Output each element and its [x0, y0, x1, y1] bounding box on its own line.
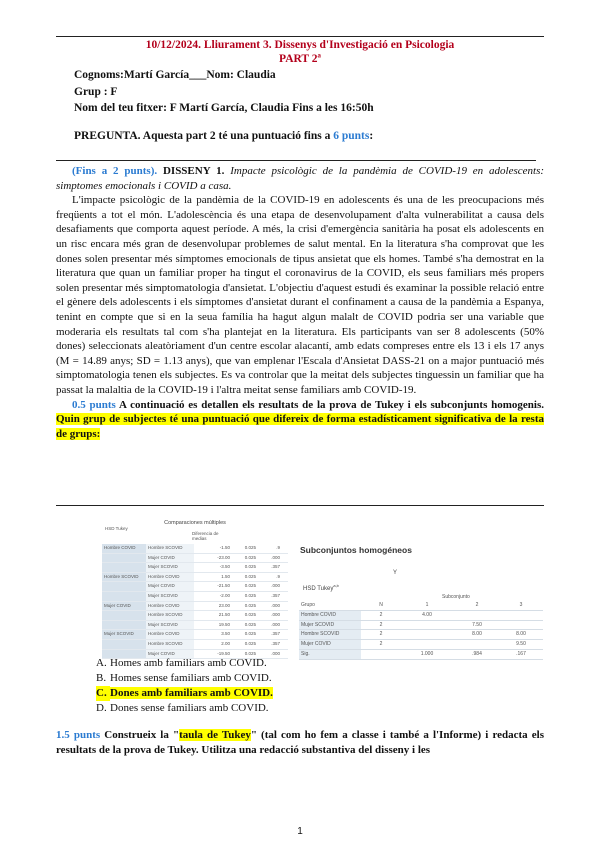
mc-cell-se: 0.025	[232, 582, 258, 591]
design-section	[56, 164, 544, 441]
mc-cell-comparison: Mujer SCOVID	[146, 563, 194, 572]
student-group: Grup : F	[74, 86, 118, 98]
option-text: Dones sense familiars amb COVID.	[110, 702, 269, 714]
option-letter: C.	[96, 686, 110, 701]
design-body: L'impacte psicològic de la pandèmia de la COVID-19 en adolescents és una de les preocupacions més freqüents a tot el món. L'adolescència és una etapa de desenvolupament d'alta vulnerabilitat a causa dels desafiaments que comporta aquest període. A més, la crisi d'emergència sanitària ha posat els adolescents en un risc encara més gran de desenvolupar problemes de salut mental. En la literatura s'ha comprovat que les dones solen presentar més símptomes emocionals de tipus ansietat que els homes. També s'ha demostrat en la literatura que quan un familiar proper ha tingut el coronavirus de la COVID, els seus familiars més propers solen presentar més simptomatologia d'ansietat. L'objectiu d'aquest estudi és examinar la possible relació entre el gènere dels adolescents i els símptomes d'ansietat durant el confinament a causa de la pandèmia a Espanya, tenint en compte que si en la seua família ha hagut algun malalt de COVID podria ser una variable que moderaria els resultats tal com s'ha plantejat en la literatura. Els participants van ser 8 adolescents (50% dones) seleccionats aleatòriament d'un centre escolar alacantí, amb edats compreses entre els 13 i els 17 anys (M = 14.89 anys; SD = 1.13 anys), que van emplenar l'Escala d'Ansietat DASS-21 on a major puntuació més simptomatologia tenen els subjectes. Es va controlar que la meitat dels subjectes tinguessin un familiar que ha passat la malaltia de la COVID-19 i l'altra meitat sense familiars amb COVID-19.	[56, 194, 544, 396]
homogeneous-subsets-image	[297, 543, 543, 657]
hs-cell-group: Mujer COVID	[299, 640, 361, 649]
answer-option-b	[96, 671, 273, 686]
top-rule	[56, 36, 544, 37]
hs-row	[299, 630, 543, 640]
question-text: PREGUNTA. Aquesta part 2 té una puntuació fins a	[74, 130, 334, 142]
mc-cell-sig: .000	[258, 602, 282, 611]
mc-cell-diff: 23.00	[194, 602, 232, 611]
hs-cell-s1	[401, 621, 453, 630]
hs-row	[299, 611, 543, 621]
hs-cell-n: 2	[361, 640, 401, 649]
hs-title: Subconjuntos homogéneos	[300, 545, 412, 555]
hs-subset-label: Subconjunto	[442, 594, 470, 600]
design-heading	[56, 164, 544, 193]
mc-cell-group	[102, 582, 146, 591]
hs-row	[299, 650, 543, 660]
mc-cell-comparison: Hombre COVID	[146, 573, 194, 582]
mc-cell-diff: -3.50	[194, 563, 232, 572]
mc-cell-comparison: Hombre SCOVID	[146, 544, 194, 553]
mc-cell-group	[102, 640, 146, 649]
mc-title: Comparaciones múltiples	[164, 520, 226, 526]
mc-cell-sig: .357	[258, 563, 282, 572]
q15-text-start: Construeix la "	[100, 729, 180, 741]
q05-points: 0.5 punts	[72, 398, 116, 411]
mc-cell-sig: .000	[258, 582, 282, 591]
mc-cell-se: 0.025	[232, 621, 258, 630]
mc-cell-se: 0.025	[232, 563, 258, 572]
mc-cell-comparison: Hombre SCOVID	[146, 611, 194, 620]
mc-cell-group	[102, 621, 146, 630]
mc-cell-sig: .357	[258, 630, 282, 639]
option-text: Dones amb familiars amb COVID.	[110, 687, 273, 699]
option-text: Homes sense familiars amb COVID.	[110, 672, 272, 684]
mc-cell-se: 0.025	[232, 640, 258, 649]
hs-cell-s3: .167	[501, 650, 541, 659]
mc-cell-sig: .000	[258, 621, 282, 630]
mc-cell-sig: .357	[258, 640, 282, 649]
answer-options	[96, 656, 273, 716]
question-suffix: :	[369, 130, 374, 142]
mc-cell-comparison: Mujer SCOVID	[146, 621, 194, 630]
hs-cell-s3: 3	[501, 601, 541, 610]
hs-cell-s2	[453, 611, 501, 620]
q15-text	[56, 728, 544, 757]
hs-header-row	[299, 601, 543, 611]
mc-cell-group: Mujer SCOVID	[102, 630, 146, 639]
hs-variable: Y	[393, 570, 398, 576]
mc-row	[102, 592, 288, 602]
document-subtitle: PART 2ª	[279, 53, 321, 65]
mc-cell-comparison: Mujer SCOVID	[146, 592, 194, 601]
design-points: (Fins a 2 punts).	[72, 165, 158, 177]
mc-cell-se: 0.025	[232, 630, 258, 639]
mc-row	[102, 563, 288, 573]
hs-method-label: HSD Tukey	[303, 586, 334, 592]
mc-cell-sig: .9	[258, 544, 282, 553]
document-title: 10/12/2024. Lliurament 3. Dissenys d'Investigació en Psicologia	[145, 39, 455, 51]
question-heading	[74, 130, 373, 142]
mc-cell-se: 0.025	[232, 611, 258, 620]
hs-cell-group: Grupo	[299, 601, 361, 610]
hs-cell-s1: 1	[401, 601, 453, 610]
mc-cell-se: 0.025	[232, 544, 258, 553]
option-letter: A.	[96, 657, 107, 669]
mc-cell-diff: 21.50	[194, 611, 232, 620]
mc-row	[102, 554, 288, 564]
hs-cell-group: Mujer SCOVID	[299, 621, 361, 630]
mc-cell-group: Hombre COVID	[102, 544, 146, 553]
hs-cell-s2: .984	[453, 650, 501, 659]
mc-cell-comparison: Mujer COVID	[146, 650, 194, 659]
hs-cell-s1: 1.000	[401, 650, 453, 659]
mc-cell-diff: -19.50	[194, 650, 232, 659]
mc-cell-comparison: Hombre COVID	[146, 602, 194, 611]
q15-text-end: " (tal com ho fem a classe i també a l'Informe) i redacta els resultats de la prova de Tukey. Utilitza una redacció substantiva del disseny i les	[56, 729, 544, 756]
mc-cell-diff: 19.50	[194, 621, 232, 630]
mc-cell-se: 0.025	[232, 650, 258, 659]
q15-highlighted: taula de Tukey	[179, 729, 251, 741]
hs-cell-s1: 4.00	[401, 611, 453, 620]
mc-row	[102, 611, 288, 621]
section-rule	[56, 160, 536, 161]
design-label: DISSENY 1.	[162, 165, 225, 177]
hs-cell-group: Hombre COVID	[299, 611, 361, 620]
mc-cell-comparison: Mujer COVID	[146, 582, 194, 591]
hs-cell-s2: 2	[453, 601, 501, 610]
mc-cell-sig: .000	[258, 611, 282, 620]
hs-row	[299, 621, 543, 631]
hs-cell-n	[361, 650, 401, 659]
mc-cell-diff: 2.00	[194, 640, 232, 649]
hs-cell-n: 2	[361, 611, 401, 620]
mc-cell-comparison: Hombre SCOVID	[146, 640, 194, 649]
q05-highlighted-question: Quin grup de subjectes té una puntuació que difereix de forma estadísticament significativa de la resta de grups:	[56, 413, 544, 440]
mc-table	[102, 544, 288, 659]
q15-points: 1.5 punts	[56, 729, 101, 741]
mc-row	[102, 573, 288, 583]
multiple-comparisons-image	[102, 518, 288, 656]
answer-option-c	[96, 686, 273, 701]
hs-method	[303, 583, 339, 592]
option-letter: D.	[96, 702, 107, 714]
mc-row	[102, 602, 288, 612]
hs-row	[299, 640, 543, 650]
hs-method-sup: a,b	[333, 583, 339, 588]
mc-cell-se: 0.025	[232, 554, 258, 563]
hs-cell-s3: 8.00	[501, 630, 541, 639]
mc-col-header: Diferencia de medias	[192, 531, 219, 541]
mc-cell-se: 0.025	[232, 592, 258, 601]
mc-cell-comparison: Hombre COVID	[146, 630, 194, 639]
mc-cell-sig: .000	[258, 650, 282, 659]
hs-cell-s2	[453, 640, 501, 649]
mc-subtitle: HSD Tukey	[105, 526, 128, 531]
question-points: 6 punts	[333, 130, 370, 142]
mc-cell-diff: -1.50	[194, 544, 232, 553]
mc-row	[102, 621, 288, 631]
mc-cell-diff: -2.00	[194, 592, 232, 601]
option-text: Homes amb familiars amb COVID.	[110, 657, 267, 669]
mc-cell-comparison: Mujer COVID	[146, 554, 194, 563]
mc-cell-group	[102, 554, 146, 563]
hs-cell-group: Hombre SCOVID	[299, 630, 361, 639]
hs-cell-s1	[401, 640, 453, 649]
option-letter: B.	[96, 672, 107, 684]
hs-cell-s3	[501, 611, 541, 620]
mc-cell-group: Hombre SCOVID	[102, 573, 146, 582]
mc-cell-group	[102, 563, 146, 572]
answer-option-a	[96, 656, 273, 671]
q05-block	[56, 398, 544, 442]
mc-cell-diff: 3.50	[194, 630, 232, 639]
hs-cell-s3	[501, 621, 541, 630]
mc-cell-diff: -23.00	[194, 554, 232, 563]
mc-row	[102, 582, 288, 592]
hs-cell-s1	[401, 630, 453, 639]
mc-cell-group	[102, 592, 146, 601]
mc-cell-diff: -21.50	[194, 582, 232, 591]
q15-block	[56, 728, 544, 757]
hs-cell-s2: 7.50	[453, 621, 501, 630]
mc-cell-sig: .357	[258, 592, 282, 601]
answer-option-d	[96, 701, 273, 716]
hs-cell-n: 2	[361, 630, 401, 639]
student-file: Nom del teu fitxer: F Martí García, Claudia Fins a les 16:50h	[74, 102, 374, 114]
student-name: Cognoms:Martí García___Nom: Claudia	[74, 69, 276, 81]
hs-table	[299, 601, 543, 660]
mc-cell-se: 0.025	[232, 602, 258, 611]
figure-rule	[56, 505, 544, 506]
hs-cell-n: 2	[361, 621, 401, 630]
q05-text: A continuació es detallen els resultats de la prova de Tukey i els subconjunts homogenis.	[115, 398, 545, 411]
hs-cell-s2: 8.00	[453, 630, 501, 639]
mc-cell-sig: .000	[258, 554, 282, 563]
mc-cell-se: 0.025	[232, 573, 258, 582]
mc-row	[102, 544, 288, 554]
mc-row	[102, 630, 288, 640]
mc-row	[102, 640, 288, 650]
hs-cell-n: N	[361, 601, 401, 610]
mc-cell-group: Mujer COVID	[102, 602, 146, 611]
mc-cell-diff: 1.50	[194, 573, 232, 582]
design-title: Impacte psicològic de la pandèmia de COVID-19 en adolescents: simptomes emocionals i COVID a casa.	[56, 165, 545, 192]
mc-cell-sig: .9	[258, 573, 282, 582]
hs-cell-group: Sig.	[299, 650, 361, 659]
mc-cell-group	[102, 611, 146, 620]
page-number: 1	[297, 826, 303, 837]
hs-cell-s3: 9.50	[501, 640, 541, 649]
